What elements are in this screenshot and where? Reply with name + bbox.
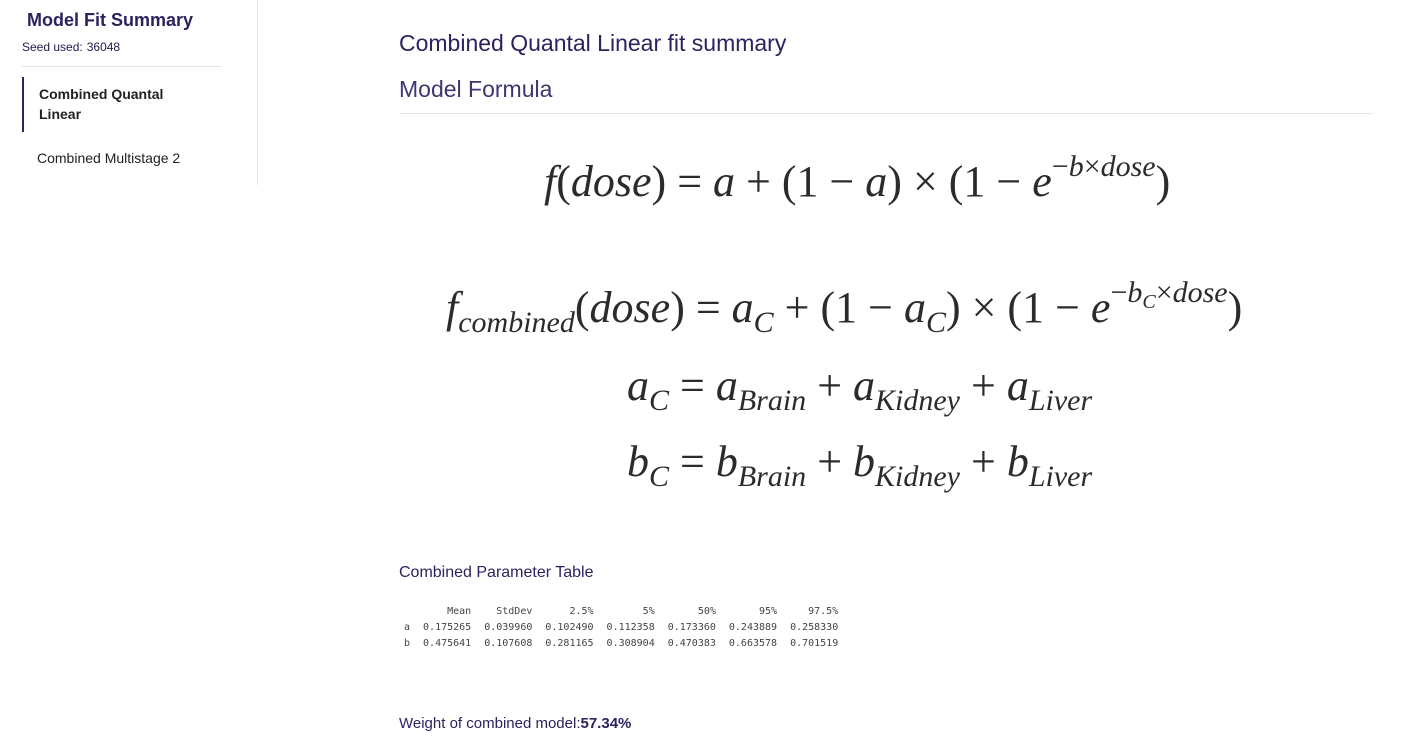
table-header-row [404, 603, 838, 619]
column-header: 5% [642, 605, 655, 617]
column-header: StdDev [496, 605, 533, 617]
formula-f-combined [446, 274, 1326, 348]
main-content [399, 0, 1373, 750]
table-cell: 0.039960 [484, 621, 533, 633]
table-cell: 0.663578 [728, 637, 778, 649]
formula-b-c [627, 436, 1167, 500]
table-cell: 0.701519 [790, 637, 839, 649]
weight-label: Weight of combined model: [399, 715, 581, 732]
column-header: 95% [759, 605, 778, 617]
seed-label: Seed used: [22, 40, 83, 54]
parameter-table-heading: Combined Parameter Table [399, 564, 594, 581]
svg-text:fcombined(dose) = aC + (1 − aC: $f_{combined}(dose) = a_C + (1 - a_C) \times (1$ − e−bC×dose) [446, 276, 1243, 339]
table-cell: 0.112358 [606, 621, 655, 633]
table-cell: 0.281165 [545, 637, 594, 649]
combined-model-weight [399, 715, 631, 732]
page-title: Combined Quantal Linear fit summary [399, 30, 787, 56]
sidebar-title: Model Fit Summary [27, 10, 194, 30]
seed-value: 36048 [86, 40, 121, 54]
svg-text:f(dose) = a + (1 − a) × (1 − e: f(dose) = a + (1 − a) × (1 − e−b×dose) [544, 150, 1171, 206]
sidebar-item-label: Combined Multistage 2 [37, 150, 181, 166]
sidebar-item-label: Combined Quantal Linear [39, 86, 164, 122]
table-cell: 0.258330 [790, 621, 839, 633]
sidebar-item-combined-multistage-2[interactable] [37, 148, 180, 168]
table-cell: 0.102490 [545, 621, 594, 633]
table-cell: 0.470383 [667, 637, 716, 649]
column-header: 97.5% [808, 605, 839, 617]
svg-text:aC = aBrain + aKidney + aLiver: $a_C = a_{Brain} + a_{Kidney} + a_{Liver}$ [627, 361, 1093, 417]
formula-f-dose [544, 148, 1224, 222]
formula-a-c [627, 360, 1167, 424]
seed-info [22, 40, 120, 54]
table-cell: 0.175265 [423, 621, 472, 633]
table-cell: 0.107608 [484, 637, 533, 649]
table-cell: 0.173360 [667, 621, 716, 633]
sidebar [0, 0, 258, 185]
parameter-table [404, 603, 838, 651]
column-header: Mean [447, 605, 472, 617]
table-row [404, 619, 838, 635]
table-cell: 0.475641 [423, 637, 472, 649]
sidebar-item-combined-quantal-linear[interactable] [22, 77, 199, 132]
table-cell: 0.243889 [728, 621, 778, 633]
weight-value: 57.34% [580, 715, 632, 732]
column-header: 2.5% [569, 605, 594, 617]
column-header: 50% [697, 605, 716, 617]
model-formula-heading: Model Formula [399, 76, 553, 102]
table-row [404, 635, 838, 651]
sidebar-divider [22, 66, 221, 67]
table-cell: b [404, 637, 411, 649]
heading-divider [399, 113, 1373, 114]
svg-text:bC = bBrain + bKidney + bLiver: $b_C = b_{Brain} + b_{Kidney} + b_{Liver}$ [627, 437, 1093, 493]
table-cell: a [404, 621, 411, 633]
table-cell: 0.308904 [606, 637, 655, 649]
